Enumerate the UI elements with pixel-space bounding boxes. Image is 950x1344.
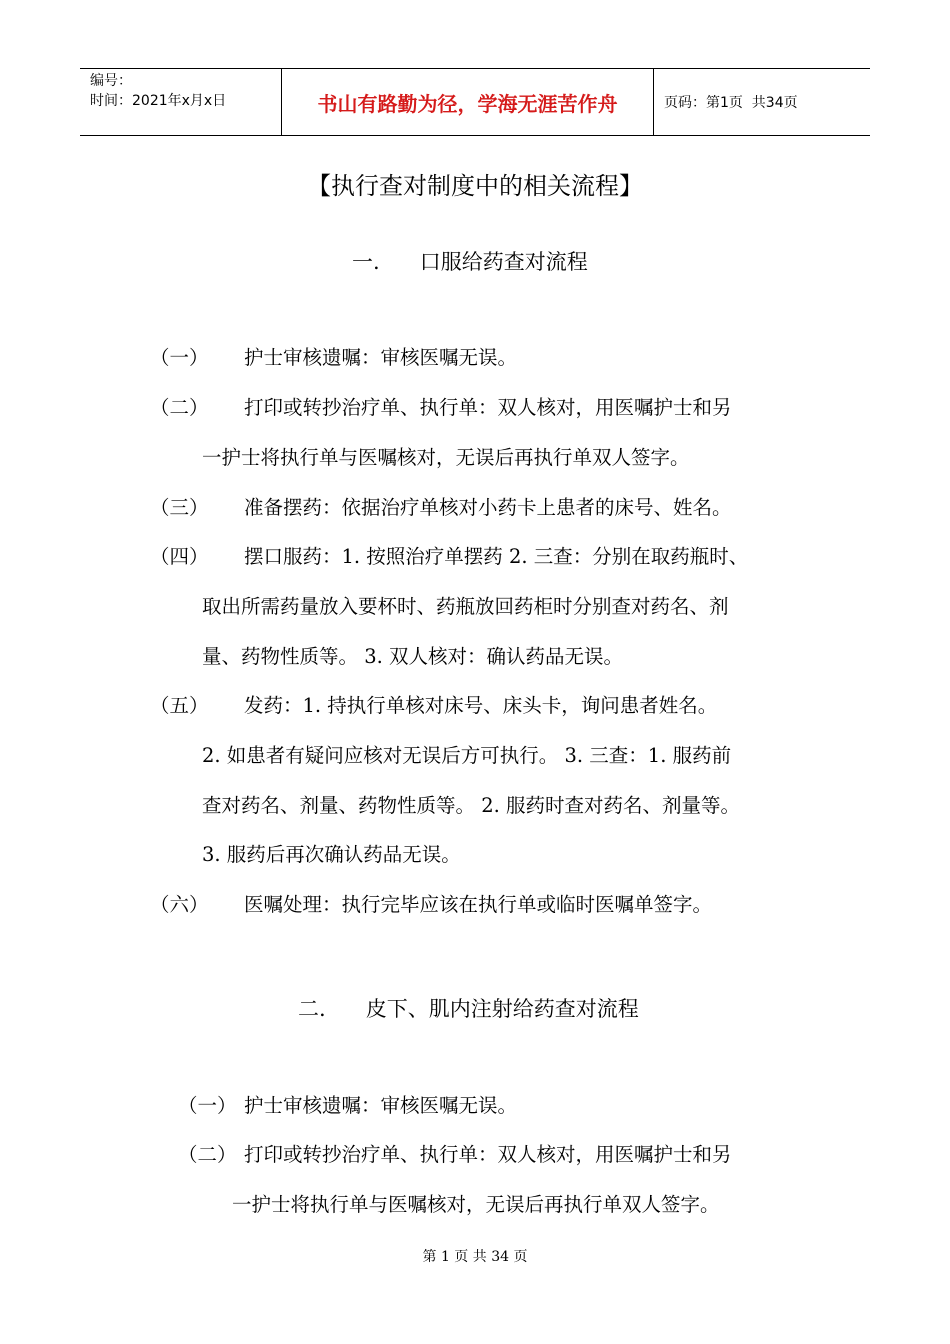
item-number: （三） [150,496,209,519]
header-motto: 书山有路勤为径，学海无涯苦作舟 [282,69,654,135]
item-line: 发药：1. 持执行单核对床号、床头卡，询问患者姓名。 [244,694,718,717]
item-line: 打印或转抄治疗单、执行单：双人核对，用医嘱护士和另 [244,1143,732,1166]
item-line: 查对药名、剂量、药物性质等。 2. 服药时查对药名、剂量等。 [202,794,741,817]
header-page-text: 页码：第1页 共34页 [664,95,798,111]
item-number: （一） [150,346,209,369]
page-footer: 第 1 页 共 34 页 [422,1249,528,1265]
document-title: 【执行查对制度中的相关流程】 [307,172,643,200]
item-number: （五） [150,694,209,717]
header-number: 编号： [90,73,132,89]
section-heading-1: 一. 口服给药查对流程 [352,250,588,274]
item-line: 一护士将执行单与医嘱核对，无误后再执行单双人签字。 [202,446,690,469]
section-heading-2: 二. 皮下、肌内注射给药查对流程 [298,997,639,1021]
item-line: 3. 服药后再次确认药品无误。 [202,843,461,866]
item-number: （二） [178,1143,237,1166]
item-number: （六） [150,893,209,916]
item-line: 打印或转抄治疗单、执行单：双人核对，用医嘱护士和另 [244,396,732,419]
header-meta [80,69,282,135]
item-number: （四） [150,545,209,568]
item-line: 护士审核遗嘱：审核医嘱无误。 [244,346,518,369]
header-page-info [654,69,870,135]
item-line: 摆口服药：1. 按照治疗单摆药 2. 三查：分别在取药瓶时、 [244,545,749,568]
item-line: 准备摆药：依据治疗单核对小药卡上患者的床号、姓名。 [244,496,732,519]
item-number: （一） [178,1094,237,1117]
item-line: 取出所需药量放入要杯时、药瓶放回药柜时分别查对药名、剂 [202,595,729,618]
item-number: （二） [150,396,209,419]
item-line: 医嘱处理：执行完毕应该在执行单或临时医嘱单签字。 [244,893,713,916]
item-line: 量、药物性质等。 3. 双人核对：确认药品无误。 [202,645,624,668]
item-line: 2. 如患者有疑问应核对无误后方可执行。 3. 三查：1. 服药前 [202,744,732,767]
page-header [80,68,870,136]
item-line: 一护士将执行单与医嘱核对，无误后再执行单双人签字。 [232,1193,720,1216]
item-line: 护士审核遗嘱：审核医嘱无误。 [244,1094,518,1117]
header-time: 时间：2021年x月x日 [90,93,227,109]
